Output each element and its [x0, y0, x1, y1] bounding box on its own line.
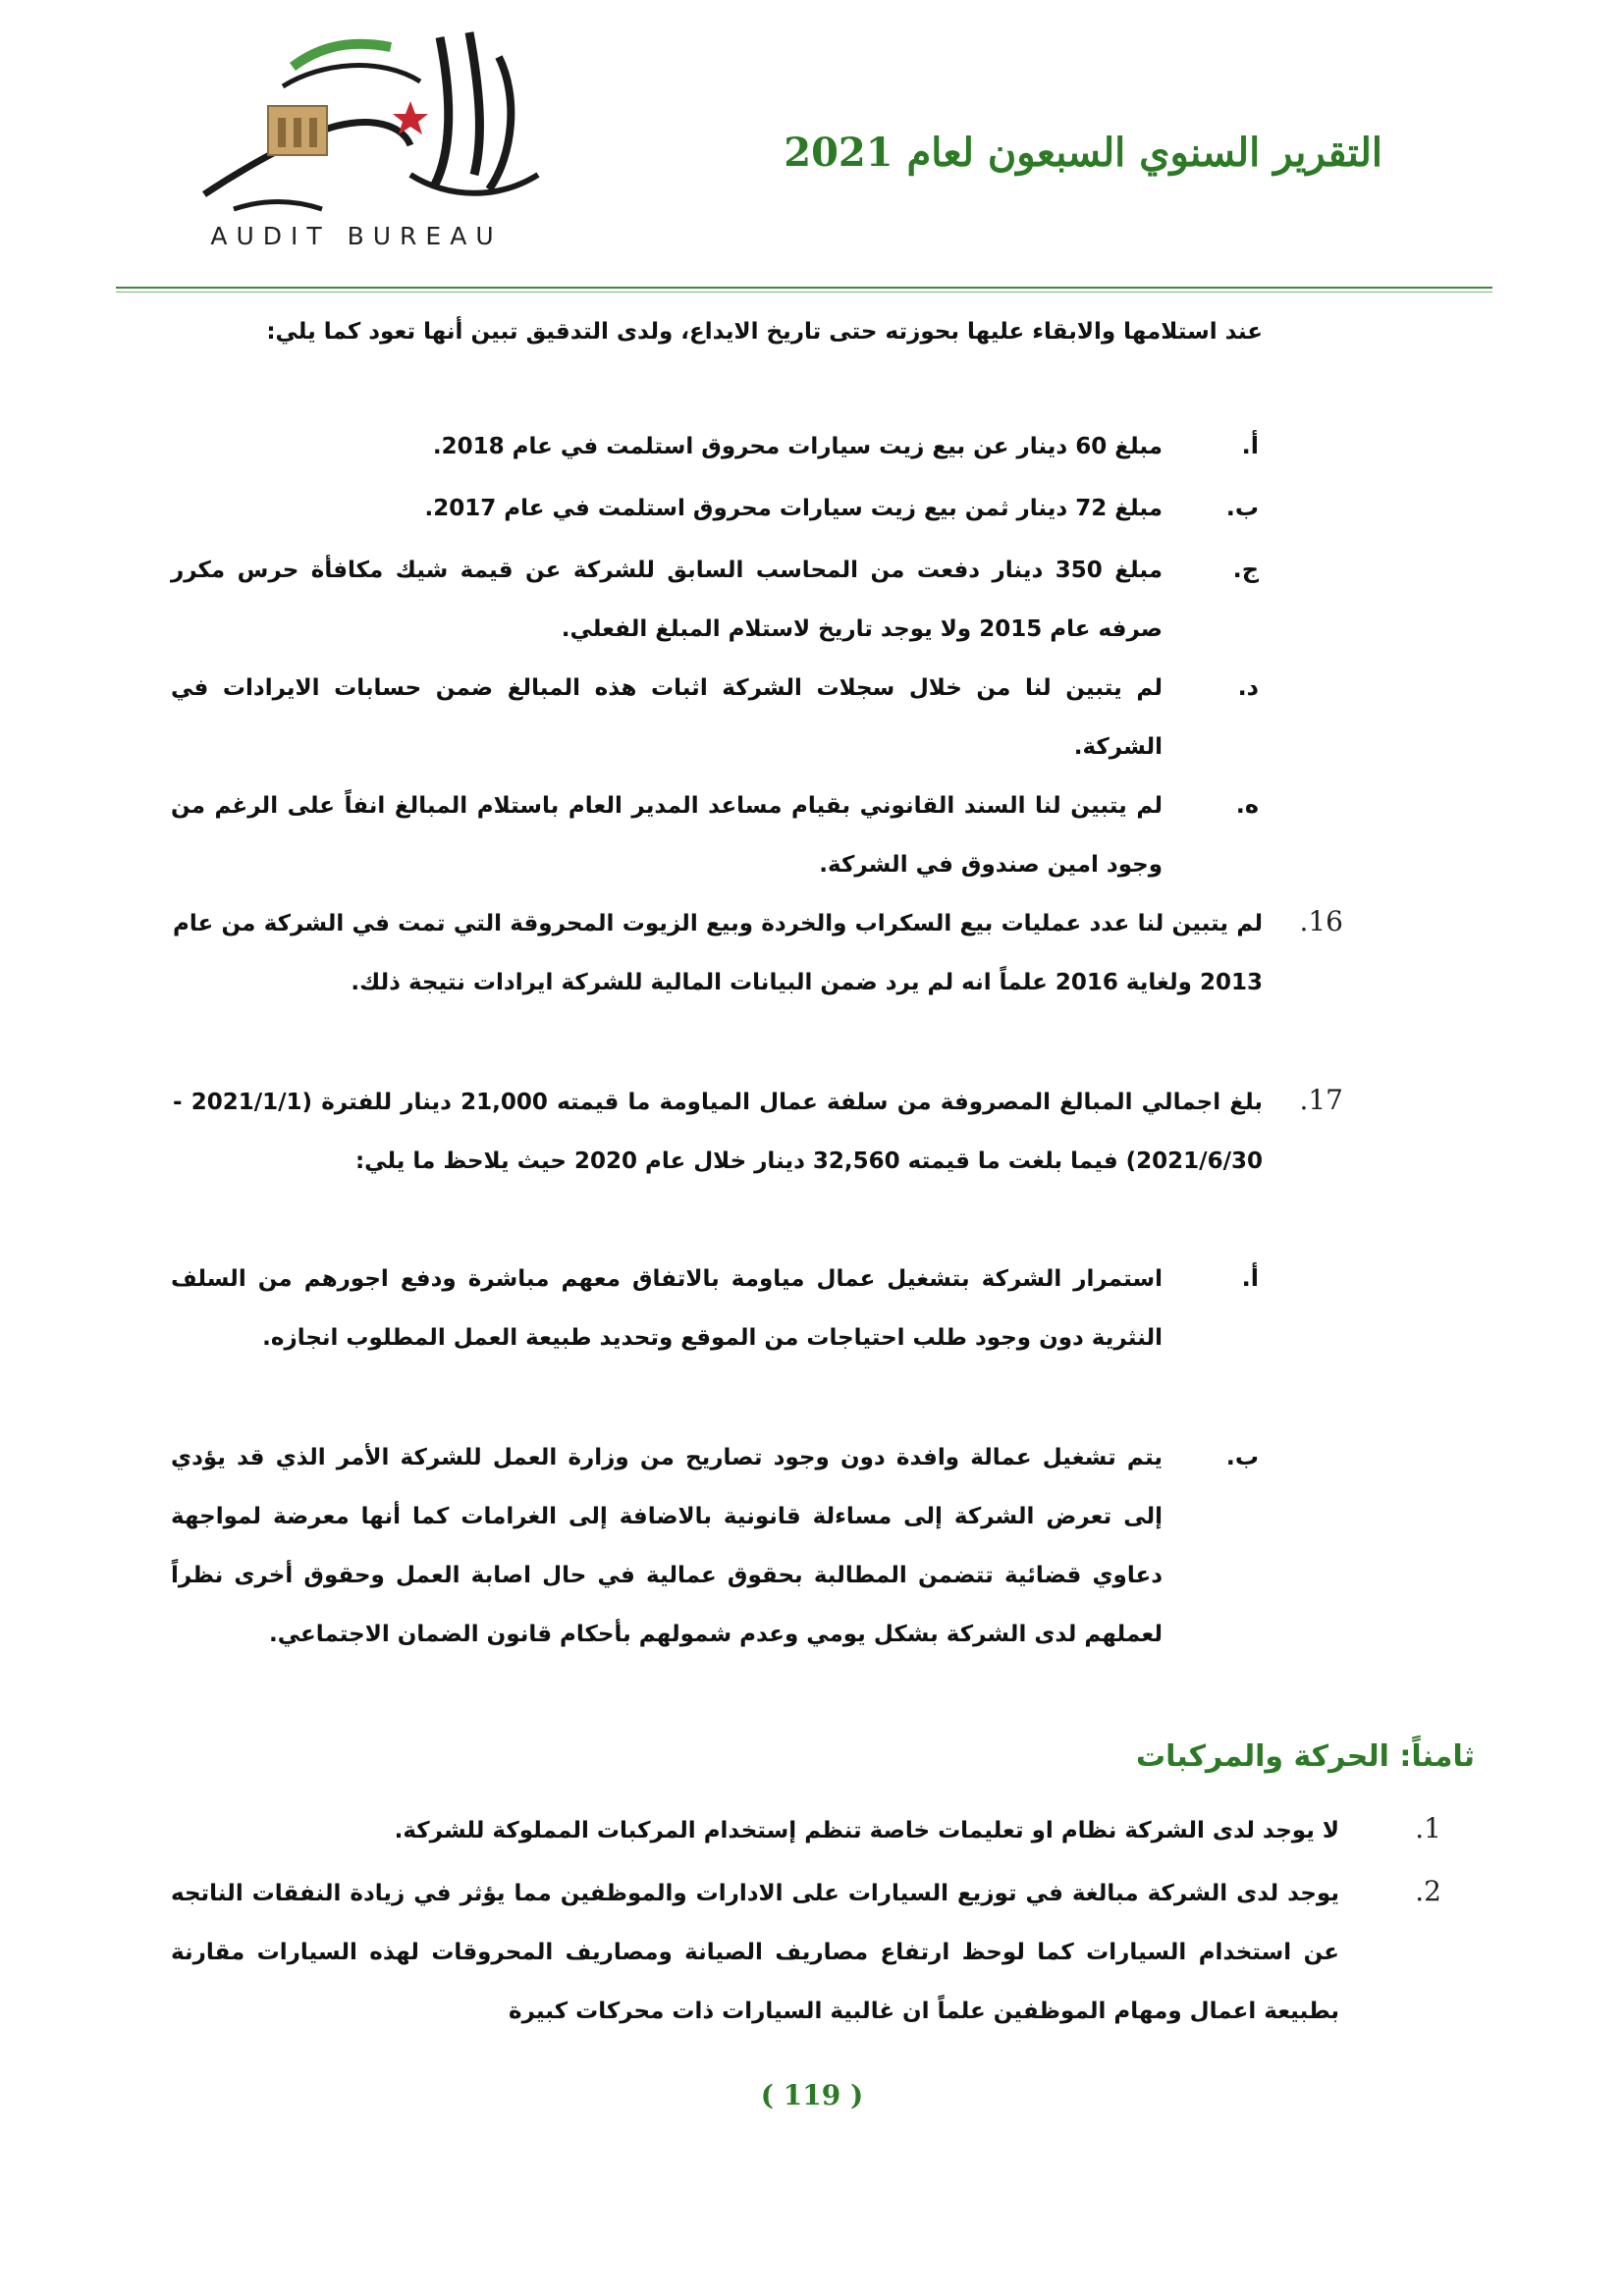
- numbered-paragraph: لا يوجد لدى الشركة نظام او تعليمات خاصة تنظم إستخدام المركبات المملوكة للشركة.: [394, 1818, 1339, 1843]
- item-letter: ب.: [1225, 1443, 1259, 1470]
- list-item: استمرار الشركة بتشغيل عمال مياومة بالاتفاق معهم مباشرة ودفع اجورهم من السلف النثرية دون وجود طلب احتياجات من الموقع وتحديد طبيعة العمل المطلوب انجازه.: [171, 1266, 1163, 1351]
- item-number: 17.: [1299, 1084, 1343, 1116]
- list-item: لم يتبين لنا من خلال سجلات الشركة اثبات هذه المبالغ ضمن حسابات الايرادات في الشركة.: [171, 675, 1163, 760]
- numbered-paragraph: بلغ اجمالي المبالغ المصروفة من سلفة عمال المياومة ما قيمته 21,000 دينار للفترة (2021/1/1 - 2021/6/30) فيما بلغت ما قيمته 32,560 دينار خلال عام 2020 حيث يلاحظ ما يلي:: [173, 1090, 1263, 1174]
- item-letter: ه.: [1235, 791, 1259, 819]
- list-item: مبلغ 350 دينار دفعت من المحاسب السابق للشركة عن قيمة شيك مكافأة حرس مكرر صرفه عام 2015 ولا يوجد تاريخ لاستلام المبلغ الفعلي.: [171, 558, 1163, 642]
- list-item: يتم تشغيل عمالة وافدة دون وجود تصاريح من وزارة العمل للشركة الأمر الذي قد يؤدي إلى تعرض الشركة إلى مساءلة قانونية بالاضافة إلى الغرامات كما أنها معرضة لمواجهة دعاوي قضائية تتضمن المطالبة بحقوق عمالية في حال اصابة العمل وحقوق أخرى نظراً لعملهم لدى الشركة بشكل يومي وعدم شمولهم بأحكام قانون الضمان الاجتماعي.: [171, 1445, 1163, 1647]
- item-number: 1.: [1415, 1812, 1441, 1844]
- page-number: ( 119 ): [760, 2079, 864, 2111]
- item-letter: أ.: [1241, 1264, 1259, 1292]
- section-heading: ثامناً: الحركة والمركبات: [1135, 1739, 1475, 1774]
- header-divider: [116, 287, 1492, 289]
- item-number: 2.: [1415, 1875, 1441, 1907]
- logo-english-text: AUDIT BUREAU: [210, 222, 503, 250]
- list-item: مبلغ 60 دينار عن بيع زيت سيارات محروق استلمت في عام 2018.: [432, 434, 1163, 459]
- numbered-paragraph: يوجد لدى الشركة مبالغة في توزيع السيارات على الادارات والموظفين مما يؤثر في زيادة النفقات الناتجه عن استخدام السيارات كما لوحظ ارتفاع مصاريف الصيانة ومصاريف المحروقات لهذه السيارات مقارنة بطبيعة اعمال ومهام الموظفين علماً ان غالبية السيارات ذات محركات كبيرة: [171, 1881, 1339, 2024]
- item-number: 16.: [1299, 905, 1343, 937]
- report-title: التقرير السنوي السبعون لعام 2021: [784, 130, 1382, 176]
- audit-bureau-logo: [175, 27, 558, 263]
- header-divider-thin: [116, 292, 1492, 293]
- numbered-paragraph: لم يتبين لنا عدد عمليات بيع السكراب والخردة وبيع الزيوت المحروقة التي تمت في الشركة من عام 2013 ولغاية 2016 علماً انه لم يرد ضمن البيانات المالية للشركة ايرادات نتيجة ذلك.: [173, 911, 1263, 995]
- item-letter: د.: [1237, 673, 1259, 701]
- item-letter: ج.: [1232, 556, 1259, 583]
- list-item: مبلغ 72 دينار ثمن بيع زيت سيارات محروق استلمت في عام 2017.: [424, 496, 1163, 521]
- item-letter: أ.: [1241, 432, 1259, 459]
- item-letter: ب.: [1225, 494, 1259, 521]
- list-item: لم يتبين لنا السند القانوني بقيام مساعد المدير العام باستلام المبالغ انفاً على الرغم من وجود امين صندوق في الشركة.: [171, 793, 1163, 878]
- intro-paragraph: عند استلامها والابقاء عليها بحوزته حتى تاريخ الايداع، ولدى التدقيق تبين أنها تعود كما يلي:: [266, 319, 1263, 345]
- logo-emblem-icon: [175, 27, 558, 224]
